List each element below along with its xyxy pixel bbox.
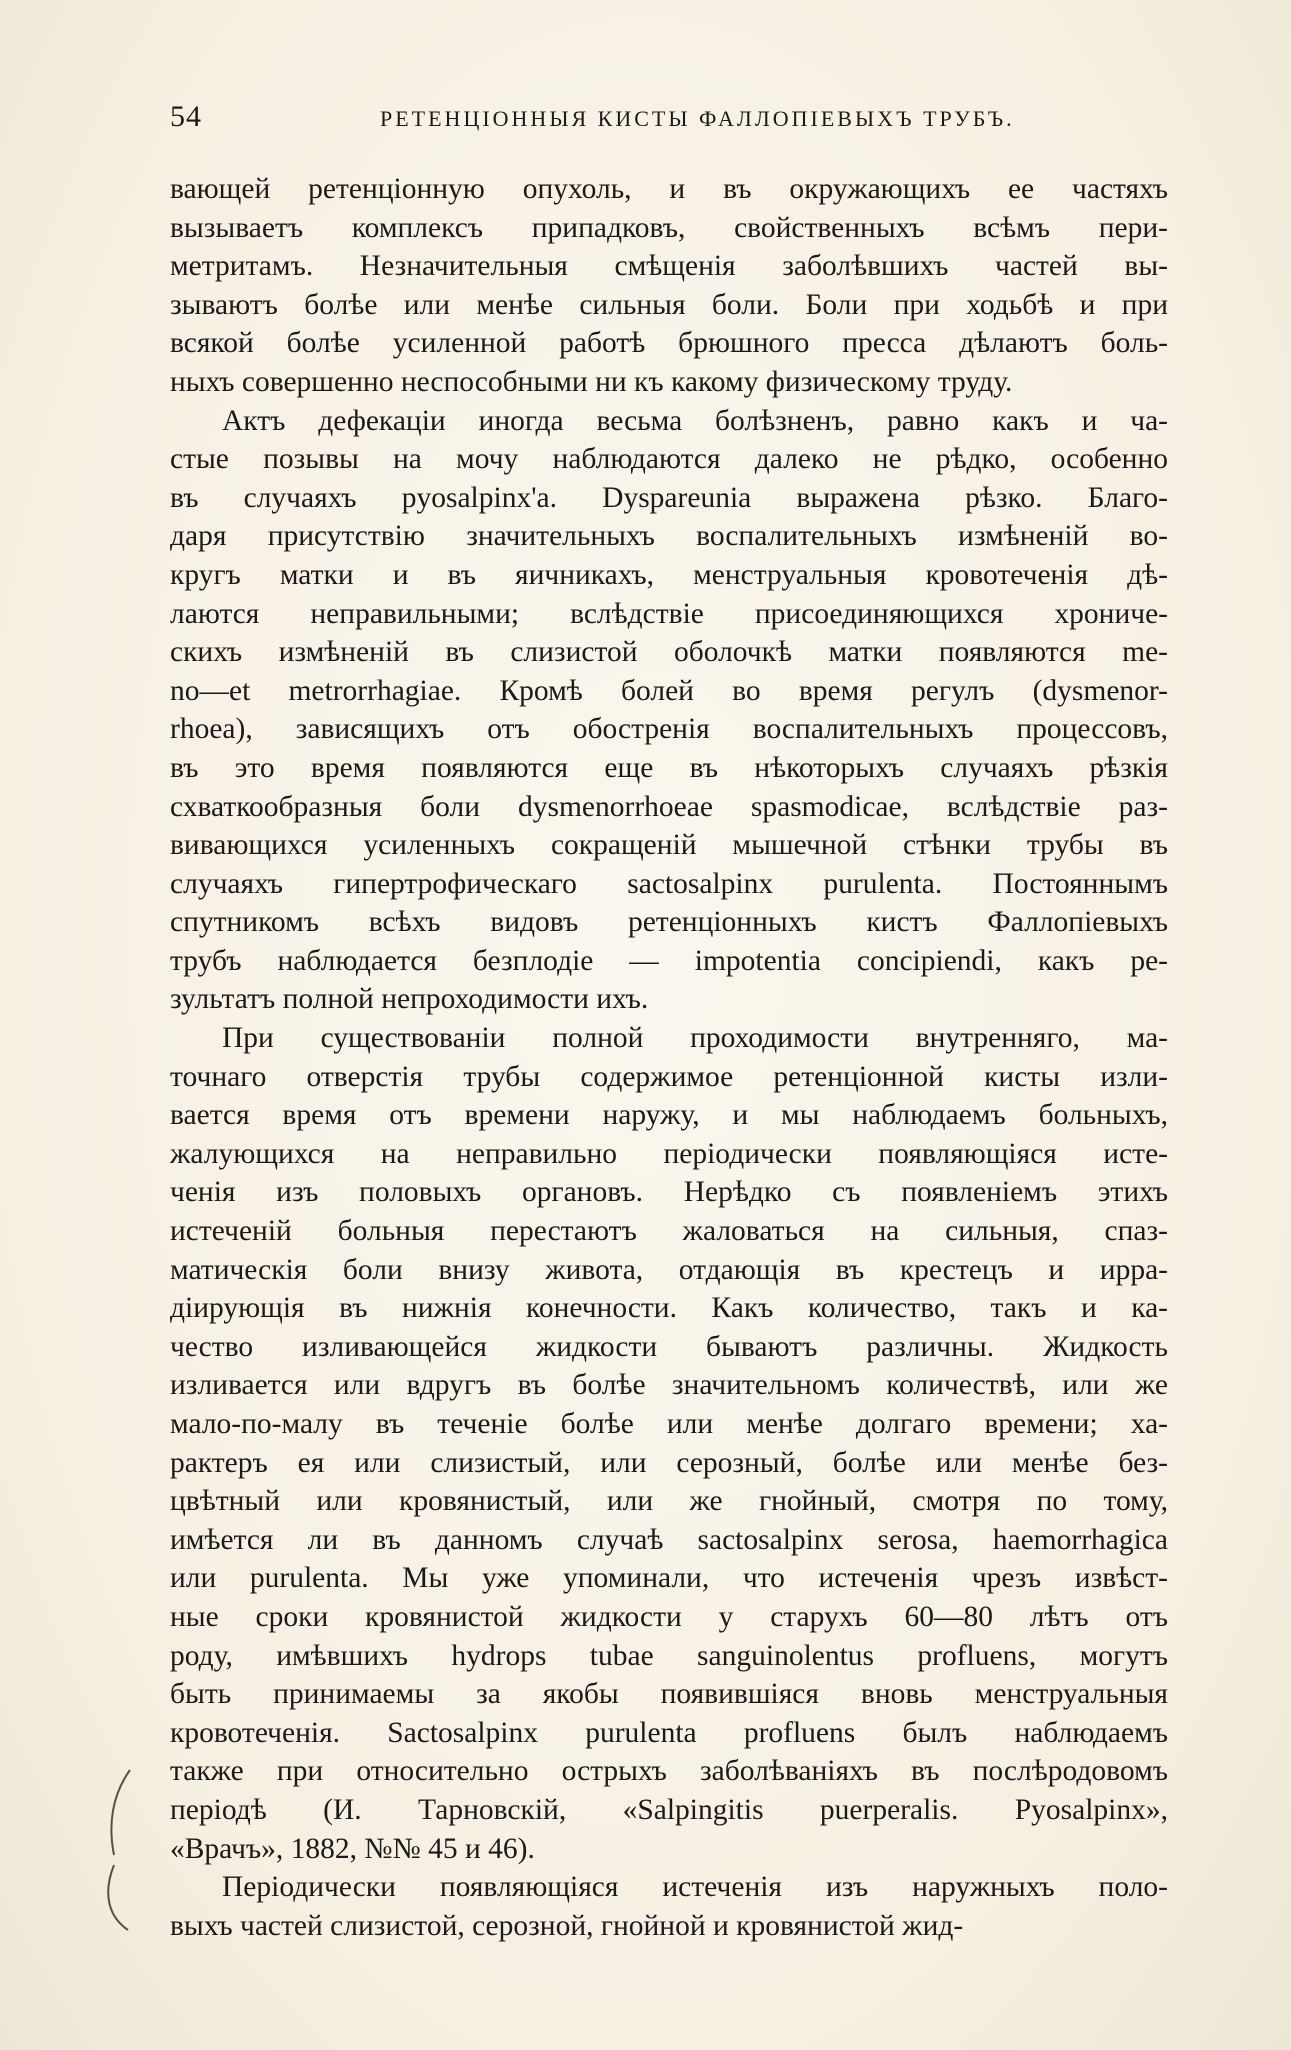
text-line: ныхъ совершенно неспособными ни къ какому физическому труду. — [170, 365, 1013, 398]
text-line: діирующія въ нижнія конечности. Какъ количество, такъ и ка- — [170, 1292, 1168, 1325]
running-title: РЕТЕНЦІОННЫЯ КИСТЫ ФАЛЛОПІЕВЫХЪ ТРУБЪ. — [380, 106, 1015, 131]
paragraph — [170, 1868, 1168, 1945]
text-line: зываютъ болѣе или менѣе сильныя боли. Боли при ходьбѣ и при — [170, 288, 1168, 321]
text-line: даря присутствію значительныхъ воспалительныхъ измѣненій во- — [170, 520, 1168, 553]
text-line: случаяхъ гипертрофическаго sactosalpinx purulenta. Постояннымъ — [170, 867, 1168, 900]
text-line: трубъ наблюдается безплодіе — impotentia concipiendi, какъ ре- — [170, 944, 1168, 977]
margin-pencil-mark — [100, 1765, 140, 1935]
text-line: имѣется ли въ данномъ случаѣ sactosalpinx serosa, haemorrhagica — [170, 1523, 1168, 1556]
text-line: зультатъ полной непроходимости ихъ. — [170, 983, 649, 1016]
text-line: также при относительно острыхъ заболѣваніяхъ въ послѣродовомъ — [170, 1755, 1168, 1788]
text-line: въ случаяхъ pyosalpinx'а. Dyspareunia выражена рѣзко. Благо- — [170, 481, 1168, 514]
text-line: всякой болѣе усиленной работѣ брюшного пресса дѣлаютъ боль- — [170, 327, 1168, 360]
text-line: жалующихся на неправильно періодически появляющіяся исте- — [170, 1137, 1168, 1170]
text-line: кровотеченія. Sactosalpinx purulenta profluens былъ наблюдаемъ — [170, 1716, 1168, 1749]
text-line: рактеръ ея или слизистый, или серозный, болѣе или менѣе без- — [170, 1446, 1168, 1479]
text-line: или purulenta. Мы уже упоминали, что истеченія чрезъ извѣст- — [170, 1562, 1168, 1595]
text-line: въ это время появляются еще въ нѣкоторыхъ случаяхъ рѣзкія — [170, 751, 1168, 784]
text-line: матическія боли внизу живота, отдающія въ крестецъ и ирра- — [170, 1253, 1168, 1286]
text-line: стые позывы на мочу наблюдаются далеко не рѣдко, особенно — [170, 443, 1168, 476]
text-line: При существованіи полной проходимости внутренняго, ма- — [222, 1022, 1168, 1055]
paragraph — [170, 402, 1168, 1020]
text-line: вивающихся усиленныхъ сокращеній мышечной стѣнки трубы въ — [170, 829, 1168, 862]
text-line: истеченій больныя перестаютъ жаловаться на сильныя, спаз- — [170, 1215, 1168, 1248]
text-line: ные сроки кровянистой жидкости у старухъ 60—80 лѣтъ отъ — [170, 1600, 1168, 1633]
text-line: скихъ измѣненій въ слизистой оболочкѣ матки появляются me- — [170, 636, 1168, 669]
text-line: вается время отъ времени наружу, и мы наблюдаемъ больныхъ, — [170, 1099, 1168, 1132]
text-line: изливается или вдругъ въ болѣе значительномъ количествѣ, или же — [170, 1369, 1168, 1402]
text-line: цвѣтный или кровянистый, или же гнойный, смотря по тому, — [170, 1485, 1168, 1518]
text-line: ченія изъ половыхъ органовъ. Нерѣдко съ появленіемъ этихъ — [170, 1176, 1168, 1209]
text-line: Періодически появляющіяся истеченія изъ наружныхъ поло- — [222, 1871, 1168, 1904]
page-header — [170, 100, 1160, 140]
text-line: лаются неправильными; вслѣдствіе присоединяющихся хрониче- — [170, 597, 1168, 630]
text-line: точнаго отверстія трубы содержимое ретенціонной кисты изли- — [170, 1060, 1168, 1093]
text-line: схваткообразныя боли dysmenorrhoeae spasmodicae, вслѣдствіе раз- — [170, 790, 1168, 823]
text-line: «Врачъ», 1882, №№ 45 и 46). — [170, 1832, 535, 1865]
text-line: no—et metrorrhagiae. Кромѣ болей во время регулъ (dysmenor- — [170, 674, 1168, 707]
page-number: 54 — [170, 100, 202, 133]
text-line: выхъ частей слизистой, серозной, гнойной и кровянистой жид- — [170, 1909, 964, 1942]
text-line: быть принимаемы за якобы появившіяся вновь менструальныя — [170, 1678, 1168, 1711]
text-line: вызываетъ комплексъ припадковъ, свойственныхъ всѣмъ пери- — [170, 211, 1168, 244]
text-line: спутникомъ всѣхъ видовъ ретенціонныхъ кистъ Фаллопіевыхъ — [170, 906, 1168, 939]
paragraph — [170, 1019, 1168, 1868]
paragraph — [170, 170, 1168, 402]
text-line: періодѣ (И. Тарновскій, «Salpingitis puerperalis. Pyosalpinx», — [170, 1793, 1168, 1826]
text-line: rhoea), зависящихъ отъ обостренія воспалительныхъ процессовъ, — [170, 713, 1168, 746]
text-line: мало-по-малу въ теченіе болѣе или менѣе долгаго времени; ха- — [170, 1408, 1168, 1440]
text-line: метритамъ. Незначительныя смѣщенія заболѣвшихъ частей вы- — [170, 250, 1168, 283]
text-line: вающей ретенціонную опухоль, и въ окружающихъ ее частяхъ — [170, 173, 1168, 205]
text-line: кругъ матки и въ яичникахъ, менструальныя кровотеченія дѣ- — [170, 558, 1168, 591]
body-text — [170, 170, 1168, 1945]
text-line: Актъ дефекаціи иногда весьма болѣзненъ, равно какъ и ча- — [222, 404, 1168, 437]
text-line: роду, имѣвшихъ hydrops tubae sanguinolentus profluens, могутъ — [170, 1639, 1168, 1672]
text-line: чество изливающейся жидкости бываютъ различны. Жидкость — [170, 1330, 1168, 1363]
